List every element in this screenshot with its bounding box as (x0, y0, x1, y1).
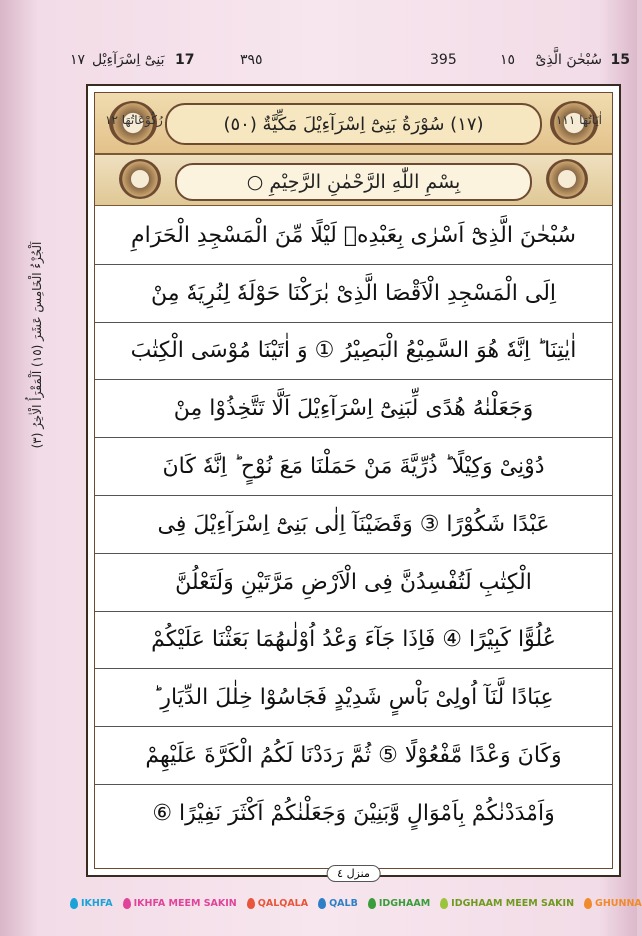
drop-icon (247, 898, 255, 909)
page-left-number: 17 (175, 52, 195, 68)
juz-side-label (22, 110, 52, 580)
legend-label: QALQALA (257, 897, 309, 909)
verse-line: دُوْنِیْ وَكِیْلًا ؕ ذُرِّیَّةَ مَنْ حَمَلْنَا مَعَ نُوْحٍ ؕ اِنَّهٗ كَانَ (95, 438, 612, 496)
drop-icon (123, 898, 131, 909)
verse-line: اٰیٰتِنَا ؕ اِنَّهٗ هُوَ السَّمِیْعُ الْبَصِیْرُ ① وَ اٰتَیْنَا مُوْسَی الْكِتٰبَ (95, 323, 612, 381)
legend-item-ikhfa (70, 898, 113, 909)
verse-line: وَكَانَ وَعْدًا مَّفْعُوْلًا ⑤ ثُمَّ رَدَدْنَا لَكُمُ الْكَرَّةَ عَلَیْهِمْ (95, 727, 612, 785)
drop-icon (318, 898, 326, 909)
legend-item-idghaam (368, 898, 430, 909)
legend-item-idghaam-meem-sakin (440, 898, 574, 909)
para-number-arabic: ١٥ (499, 52, 515, 68)
verse-line: وَاَمْدَدْنٰكُمْ بِاَمْوَالٍ وَّبَنِیْنَ وَجَعَلْنٰكُمْ اَكْثَرَ نَفِیْرًا ⑥ (152, 801, 555, 827)
juz-side-text: اَلْجُزْءُ الْخَامِسَ عَشَرَ (١٥) اَلْمَقْرَأُ الْاٰخِرُ (٣) (30, 241, 44, 449)
legend-item-ikhfa-meem-sakin (123, 898, 237, 909)
legend-item-qalb (318, 898, 358, 909)
legend-label: IKHFA MEEM SAKIN (133, 897, 237, 909)
page-header (70, 52, 630, 74)
surah-title-band (95, 93, 612, 155)
verse-line: اِلَی الْمَسْجِدِ الْاَقْصَا الَّذِیْ بٰرَكْنَا حَوْلَهٗ لِنُرِیَهٗ مِنْ (95, 265, 612, 323)
page-right-number: 15 (610, 52, 630, 68)
legend-label: GHUNNA (595, 897, 642, 909)
page-number-arabic: ٣٩٥ (240, 52, 263, 68)
verse-line: عَبْدًا شَكُوْرًا ③ وَقَضَیْنَآ اِلٰی بَنِیْٓ اِسْرَآءِیْلَ فِی (95, 496, 612, 554)
legend-item-qalqala (247, 898, 308, 909)
verse-line: عِبَادًا لَّنَآ اُولِیْ بَاْسٍ شَدِیْدٍ فَجَاسُوْا خِلٰلَ الدِّیَارِ ؕ (95, 669, 612, 727)
verse-line: وَجَعَلْنٰهُ هُدًی لِّبَنِیْٓ اِسْرَآءِیْلَ اَلَّا تَتَّخِذُوْا مِنْ (95, 380, 612, 438)
ayat-count: اٰیَاتُھَا ١١١ (555, 113, 602, 127)
ruku-count: رُكُوْعَاتُھَا ١٢ (105, 113, 163, 127)
left-number-arabic: ١٧ (70, 52, 86, 68)
manzil-marker: منزل ٤ (326, 865, 381, 882)
drop-icon (440, 898, 448, 909)
drop-icon (70, 898, 78, 909)
surah-title (165, 103, 542, 145)
tajweed-legend (70, 895, 642, 911)
legend-label: IKHFA (81, 897, 113, 909)
legend-item-ghunna (584, 898, 642, 909)
page-number: 395 (430, 52, 457, 68)
drop-icon (584, 898, 592, 909)
verse-line: عُلُوًّا كَبِیْرًا ④ فَاِذَا جَآءَ وَعْدُ اُوْلٰىهُمَا بَعَثْنَا عَلَیْكُمْ (95, 612, 612, 670)
surah-left-title: بَنِیْٓ اِسْرَآءِیْل (92, 52, 165, 68)
surah-running-title: سُبْحٰنَ الَّذِیْٓ (535, 52, 602, 68)
bismillah (175, 163, 532, 201)
legend-label: IDGHAAM (378, 897, 431, 909)
legend-label: QALB (329, 897, 358, 909)
surah-title-text: (١٧) سُوْرَةُ بَنِیْٓ اِسْرَآءِیْلَ مَكِّيَّةٌ (٥٠) (223, 113, 484, 135)
bismillah-right-ornament-icon (546, 159, 588, 199)
page-inner-border (94, 92, 613, 880)
legend-label: IDGHAAM MEEM SAKIN (451, 897, 575, 909)
drop-icon (368, 898, 376, 909)
page-frame (86, 84, 621, 880)
verse-line: سُبْحٰنَ الَّذِیْٓ اَسْرٰی بِعَبْدِهٖ لَیْلًا مِّنَ الْمَسْجِدِ الْحَرَامِ (95, 207, 612, 265)
bismillah-band (95, 155, 612, 206)
verse-line: الْكِتٰبِ لَتُفْسِدُنَّ فِی الْاَرْضِ مَرَّتَیْنِ وَلَتَعْلُنَّ (95, 554, 612, 612)
bismillah-text: بِسْمِ اللّٰهِ الرَّحْمٰنِ الرَّحِیْمِ ○ (246, 171, 461, 193)
bismillah-left-ornament-icon (119, 159, 161, 199)
